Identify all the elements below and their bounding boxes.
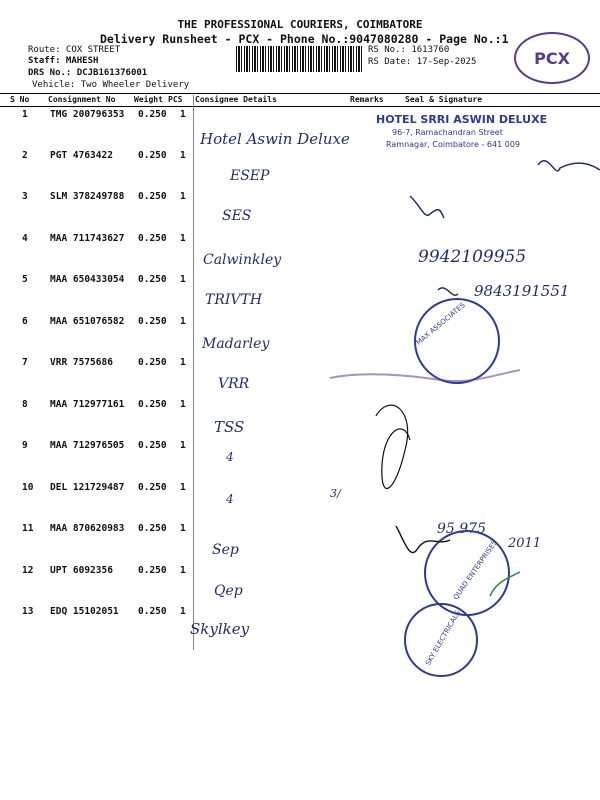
col-sno: S No bbox=[10, 95, 30, 104]
weight-cell: 0.250 bbox=[138, 150, 167, 161]
weight-cell: 0.250 bbox=[138, 233, 167, 244]
company-title: THE PROFESSIONAL COURIERS, COIMBATORE bbox=[177, 18, 423, 31]
handwritten-consignee-1: Hotel Aswin Deluxe bbox=[200, 130, 350, 148]
pcs-cell: 1 bbox=[180, 274, 186, 285]
sno-cell: 1 bbox=[22, 109, 28, 120]
handwritten-consignee-9: 4 bbox=[226, 450, 234, 464]
rs-number: RS No.: 1613760 bbox=[368, 45, 450, 55]
sno-cell: 5 bbox=[22, 274, 28, 285]
weight-cell: 0.250 bbox=[138, 399, 167, 410]
weight-cell: 0.250 bbox=[138, 316, 167, 327]
signature-stroke-3 bbox=[438, 288, 458, 295]
handwritten-consignee-4: Calwinkley bbox=[203, 252, 282, 268]
smudged-stamp-stroke bbox=[330, 370, 520, 381]
handwritten-consignee-6: Madarley bbox=[202, 336, 270, 352]
sno-cell: 12 bbox=[22, 565, 34, 576]
col-consignment: Consignment No bbox=[48, 95, 116, 104]
hotel-stamp-address-2: Ramnagar, Coimbatore - 641 009 bbox=[386, 140, 521, 149]
consignment-cell: MAA 711743627 bbox=[50, 233, 125, 244]
sno-cell: 4 bbox=[22, 233, 28, 244]
consignment-cell: MAA 650433054 bbox=[50, 274, 125, 285]
handwritten-consignee-12: Qep bbox=[214, 583, 243, 599]
handwritten-consignee-11: Sep bbox=[212, 542, 239, 558]
sno-cell: 8 bbox=[22, 399, 28, 410]
runsheet-title: Delivery Runsheet - PCX - Phone No.:9047080280 - Page No.:1 bbox=[100, 32, 509, 46]
handwritten-consignee-5: TRIVTH bbox=[205, 292, 263, 308]
consignment-cell: UPT 6092356 bbox=[50, 565, 113, 576]
sno-cell: 9 bbox=[22, 440, 28, 451]
signature-stroke-1 bbox=[538, 161, 600, 171]
sno-cell: 11 bbox=[22, 523, 34, 534]
sno-cell: 3 bbox=[22, 191, 28, 202]
col-pcs: PCS bbox=[168, 95, 183, 104]
consignment-cell: MAA 712976505 bbox=[50, 440, 125, 451]
handwritten-consignee-8: TSS bbox=[214, 418, 245, 436]
col-remarks: Remarks bbox=[350, 95, 384, 104]
sno-cell: 6 bbox=[22, 316, 28, 327]
pcs-cell: 1 bbox=[180, 440, 186, 451]
consignment-cell: EDQ 15102051 bbox=[50, 606, 119, 617]
weight-cell: 0.250 bbox=[138, 109, 167, 120]
staff-label: Staff: MAHESH bbox=[28, 56, 99, 66]
route-label: Route: COX STREET bbox=[28, 45, 121, 55]
handwritten-consignee-13: Skylkey bbox=[190, 620, 250, 638]
pcs-cell: 1 bbox=[180, 399, 186, 410]
pcs-cell: 1 bbox=[180, 109, 186, 120]
consignment-cell: DEL 121729487 bbox=[50, 482, 125, 493]
consignment-cell: SLM 378249788 bbox=[50, 191, 125, 202]
rs-date: RS Date: 17-Sep-2025 bbox=[368, 57, 477, 67]
consignment-cell: MAA 712977161 bbox=[50, 399, 125, 410]
sno-cell: 13 bbox=[22, 606, 34, 617]
handwritten-consignee-7: VRR bbox=[218, 376, 250, 392]
hotel-stamp-address-1: 96-7, Ramachandran Street bbox=[392, 128, 503, 137]
sno-cell: 2 bbox=[22, 150, 28, 161]
handwritten-note-3: 3/ bbox=[330, 487, 341, 500]
consignment-cell: TMG 200796353 bbox=[50, 109, 125, 120]
col-consignee: Consignee Details bbox=[195, 95, 277, 104]
handwritten-consignee-3: SES bbox=[222, 208, 252, 224]
pcs-cell: 1 bbox=[180, 482, 186, 493]
handwritten-consignee-10: 4 bbox=[226, 492, 234, 506]
pcs-cell: 1 bbox=[180, 191, 186, 202]
max-associates-text: MAX ASSOCIATES bbox=[414, 301, 467, 347]
handwritten-phone-1: 9942109955 bbox=[418, 247, 527, 267]
pcs-cell: 1 bbox=[180, 357, 186, 368]
handwritten-note-2: 2011 bbox=[508, 536, 542, 551]
pcs-cell: 1 bbox=[180, 150, 186, 161]
weight-cell: 0.250 bbox=[138, 274, 167, 285]
handwritten-phone-2: 9843191551 bbox=[474, 282, 570, 300]
handwritten-note-1: 95 975 bbox=[437, 521, 486, 537]
hotel-stamp-name: HOTEL SRRI ASWIN DELUXE bbox=[376, 113, 548, 126]
weight-cell: 0.250 bbox=[138, 357, 167, 368]
weight-cell: 0.250 bbox=[138, 565, 167, 576]
consignment-cell: MAA 651076582 bbox=[50, 316, 125, 327]
handwritten-consignee-2: ESEP bbox=[230, 168, 270, 184]
signature-stroke-5 bbox=[396, 526, 450, 552]
col-signature: Seal & Signature bbox=[405, 95, 483, 104]
signature-stroke-2 bbox=[410, 196, 444, 218]
consignment-cell: VRR 7575686 bbox=[50, 357, 113, 368]
pcs-cell: 1 bbox=[180, 565, 186, 576]
pcs-cell: 1 bbox=[180, 316, 186, 327]
weight-cell: 0.250 bbox=[138, 482, 167, 493]
quad-enterprises-text: QUAD ENTERPRISES bbox=[451, 538, 499, 602]
signature-stroke-6 bbox=[490, 572, 520, 596]
weight-cell: 0.250 bbox=[138, 606, 167, 617]
sky-electricals-text: SKY ELECTRICALS bbox=[424, 609, 463, 667]
pcs-cell: 1 bbox=[180, 606, 186, 617]
sno-cell: 7 bbox=[22, 357, 28, 368]
weight-cell: 0.250 bbox=[138, 440, 167, 451]
drs-number: DRS No.: DCJB161376001 bbox=[28, 68, 148, 78]
col-weight: Weight bbox=[134, 95, 163, 104]
consignment-cell: MAA 870620983 bbox=[50, 523, 125, 534]
sno-cell: 10 bbox=[22, 482, 34, 493]
pcx-stamp: PCX bbox=[514, 32, 590, 84]
consignment-cell: PGT 4763422 bbox=[50, 150, 113, 161]
vehicle-type: Vehicle: Two Wheeler Delivery bbox=[32, 80, 190, 90]
weight-cell: 0.250 bbox=[138, 523, 167, 534]
weight-cell: 0.250 bbox=[138, 191, 167, 202]
signature-stroke-4 bbox=[376, 405, 410, 488]
pcs-cell: 1 bbox=[180, 233, 186, 244]
pcs-cell: 1 bbox=[180, 523, 186, 534]
